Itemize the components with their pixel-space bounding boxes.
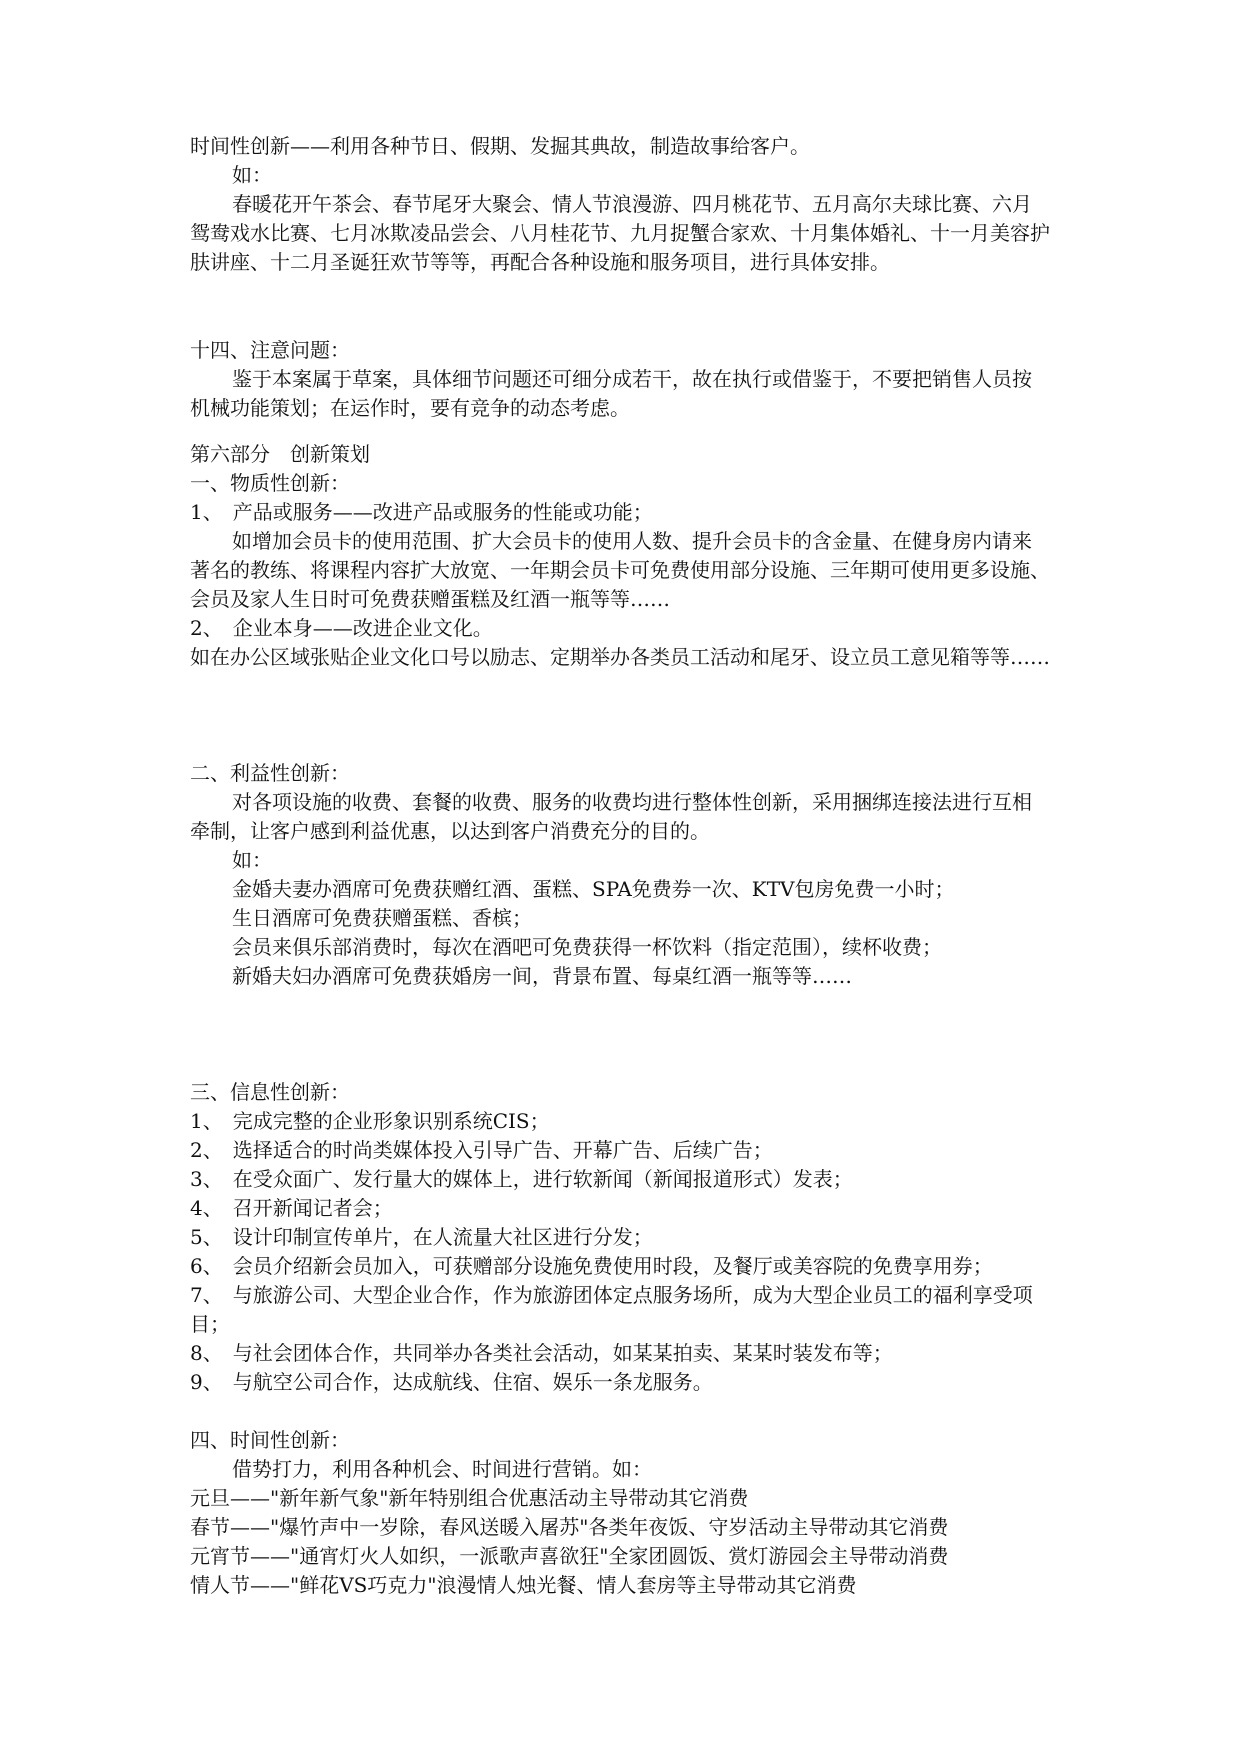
paragraph: 时间性创新——利用各种节日、假期、发掘其典故，制造故事给客户。 bbox=[190, 134, 810, 158]
section-14 bbox=[190, 336, 1050, 423]
section-heading: 一、物质性创新： bbox=[190, 471, 350, 495]
paragraph: 对各项设施的收费、套餐的收费、服务的收费均进行整体性创新，采用捆绑连接法进行互相牵制，让客户感到利益优惠，以达到客户消费充分的目的。 bbox=[190, 790, 1032, 843]
time-creative-intro bbox=[190, 132, 1050, 277]
list-item: 5、 设计印制宣传单片，在人流量大社区进行分发； bbox=[190, 1225, 653, 1249]
list-item: 2、 选择适合的时尚类媒体投入引导广告、开幕广告、后续广告； bbox=[190, 1138, 773, 1162]
list-item: 7、 与旅游公司、大型企业合作，作为旅游团体定点服务场所，成为大型企业员工的福利享受项目； bbox=[190, 1283, 1033, 1336]
section-heading: 二、利益性创新： bbox=[190, 761, 350, 785]
list-item: 8、 与社会团体合作，共同举办各类社会活动，如某某拍卖、某某时装发布等； bbox=[190, 1341, 893, 1365]
list-item: 元旦——"新年新气象"新年特别组合优惠活动主导带动其它消费 bbox=[190, 1486, 749, 1510]
paragraph: 如： bbox=[232, 848, 272, 872]
time-creative bbox=[190, 1426, 1050, 1600]
list-item: 2、 企业本身——改进企业文化。 bbox=[190, 616, 493, 640]
part6-material bbox=[190, 440, 1050, 672]
list-item: 新婚夫妇办酒席可免费获婚房一间，背景布置、每桌红酒一瓶等等…… bbox=[232, 964, 852, 988]
section-heading: 十四、注意问题： bbox=[190, 338, 350, 362]
list-item: 生日酒席可免费获赠蛋糕、香槟； bbox=[232, 906, 532, 930]
list-item: 3、 在受众面广、发行量大的媒体上，进行软新闻（新闻报道形式）发表； bbox=[190, 1167, 853, 1191]
paragraph: 如在办公区域张贴企业文化口号以励志、定期举办各类员工活动和尾牙、设立员工意见箱等等…… bbox=[190, 645, 1050, 669]
list-item: 金婚夫妻办酒席可免费获赠红酒、蛋糕、SPA免费券一次、KTV包房免费一小时； bbox=[232, 877, 955, 901]
list-item: 会员来俱乐部消费时，每次在酒吧可免费获得一杯饮料（指定范围），续杯收费； bbox=[232, 935, 942, 959]
list-item: 6、 会员介绍新会员加入，可获赠部分设施免费使用时段，及餐厅或美容院的免费享用券； bbox=[190, 1254, 993, 1278]
list-item: 9、 与航空公司合作，达成航线、住宿、娱乐一条龙服务。 bbox=[190, 1370, 713, 1394]
list-item: 情人节——"鲜花VS巧克力"浪漫情人烛光餐、情人套房等主导带动其它消费 bbox=[190, 1573, 857, 1597]
list-item: 4、 召开新闻记者会； bbox=[190, 1196, 393, 1220]
part-title: 第六部分 创新策划 bbox=[190, 442, 370, 466]
section-heading: 四、时间性创新： bbox=[190, 1428, 350, 1452]
paragraph: 春暖花开午茶会、春节尾牙大聚会、情人节浪漫游、四月桃花节、五月高尔夫球比赛、六月鸳鸯戏水比赛、七月冰欺凌品尝会、八月桂花节、九月捉蟹合家欢、十月集体婚礼、十一月美容护肤讲座、十二月圣诞狂欢节等等，再配合各种设施和服务项目，进行具体安排。 bbox=[190, 192, 1050, 274]
list-item: 1、 产品或服务——改进产品或服务的性能或功能； bbox=[190, 500, 653, 524]
paragraph: 鉴于本案属于草案，具体细节问题还可细分成若干，故在执行或借鉴于，不要把销售人员按机械功能策划；在运作时，要有竞争的动态考虑。 bbox=[190, 367, 1032, 420]
list-item: 1、 完成完整的企业形象识别系统CIS； bbox=[190, 1109, 550, 1133]
info-creative bbox=[190, 1078, 1050, 1397]
paragraph: 借势打力，利用各种机会、时间进行营销。如： bbox=[232, 1457, 652, 1481]
paragraph: 如增加会员卡的使用范围、扩大会员卡的使用人数、提升会员卡的含金量、在健身房内请来著名的教练、将课程内容扩大放宽、一年期会员卡可免费使用部分设施、三年期可使用更多设施、会员及家人生日时可免费获赠蛋糕及红酒一瓶等等…… bbox=[190, 529, 1050, 611]
list-item: 春节——"爆竹声中一岁除，春风送暖入屠苏"各类年夜饭、守岁活动主导带动其它消费 bbox=[190, 1515, 949, 1539]
benefit-creative bbox=[190, 759, 1050, 991]
paragraph: 如： bbox=[232, 163, 272, 187]
section-heading: 三、信息性创新： bbox=[190, 1080, 350, 1104]
list-item: 元宵节——"通宵灯火人如织，一派歌声喜欲狂"全家团圆饭、赏灯游园会主导带动消费 bbox=[190, 1544, 949, 1568]
